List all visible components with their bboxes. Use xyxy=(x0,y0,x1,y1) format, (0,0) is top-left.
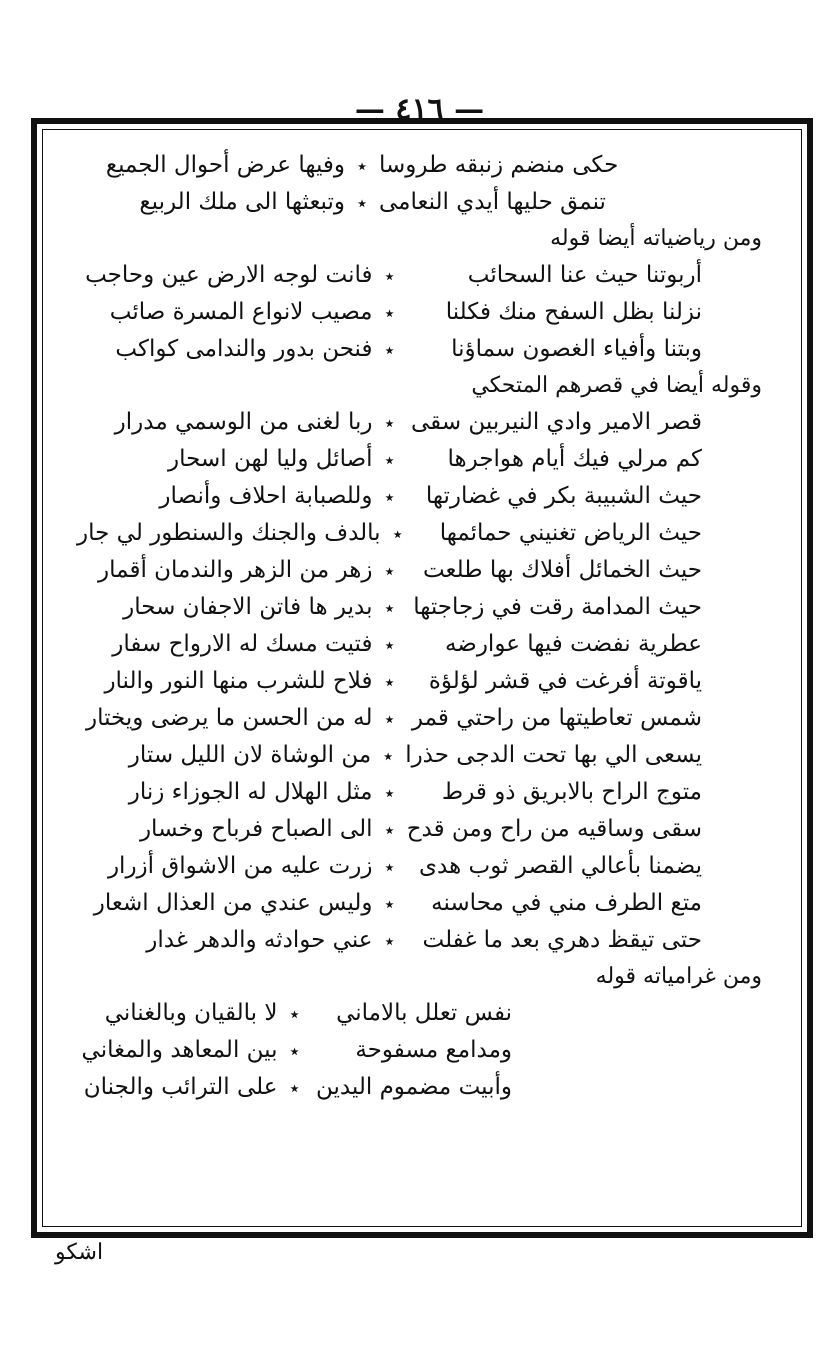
hemistich-2: فلاح للشرب منها النور والنار xyxy=(104,668,373,694)
star-separator: ٭ xyxy=(357,156,367,177)
section-heading: ومن غرامياته قوله xyxy=(595,964,762,989)
hemistich-2: عني حوادثه والدهر غدار xyxy=(146,927,373,953)
text-block xyxy=(77,152,762,1111)
star-separator: ٭ xyxy=(384,709,395,730)
hemistich-2: فتيت مسك له الارواح سفار xyxy=(112,631,373,657)
hemistich-2: من الوشاة لان الليل ستار xyxy=(128,742,372,768)
verse-line xyxy=(77,705,762,742)
hemistich-2: الى الصباح فرباح وخسار xyxy=(139,816,373,842)
star-separator: ٭ xyxy=(384,303,395,324)
star-separator: ٭ xyxy=(384,598,395,619)
hemistich-2: زرت عليه من الاشواق أزرار xyxy=(107,853,373,879)
star-separator: ٭ xyxy=(392,524,403,545)
star-separator: ٭ xyxy=(289,1004,300,1025)
hemistich-2: وفيها عرض أحوال الجميع xyxy=(105,152,345,178)
hemistich-1: وأبيت مضموم اليدين xyxy=(315,1074,512,1100)
star-separator: ٭ xyxy=(384,857,395,878)
hemistich-1: قصر الامير وادي النيربين سقى xyxy=(411,409,702,435)
hemistich-1: نزلنا بظل السفح منك فكلنا xyxy=(445,299,702,325)
hemistich-1: يسعى الي بها تحت الدجى حذرا xyxy=(405,742,702,768)
star-separator: ٭ xyxy=(357,193,367,214)
hemistich-1: تنمق حليها أيدي النعامى xyxy=(379,189,606,215)
verse-line xyxy=(77,299,762,336)
hemistich-2: وليس عندي من العذال اشعار xyxy=(93,890,373,916)
hemistich-2: أصائل وليا لهن اسحار xyxy=(168,446,373,472)
verse-line xyxy=(77,631,762,668)
hemistich-1: متع الطرف مني في محاسنه xyxy=(431,890,702,916)
hemistich-2: بين المعاهد والمغاني xyxy=(81,1037,278,1063)
hemistich-1: نفس تعلل بالاماني xyxy=(336,1000,512,1026)
page-frame xyxy=(31,118,813,1238)
hemistich-1: عطرية نفضت فيها عوارضه xyxy=(444,631,702,657)
hemistich-1: سقى وساقيه من راح ومن قدح xyxy=(406,816,702,842)
hemistich-1: كم مرلي فيك أيام هواجرها xyxy=(447,446,702,472)
verse-line xyxy=(77,816,762,853)
star-separator: ٭ xyxy=(384,450,395,471)
hemistich-1: أربوتنا حيث عنا السحائب xyxy=(467,262,702,288)
verse-line xyxy=(77,483,762,520)
hemistich-2: على الترائب والجنان xyxy=(83,1074,278,1100)
star-separator: ٭ xyxy=(384,931,395,952)
hemistich-2: مثل الهلال له الجوزاء زنار xyxy=(128,779,373,805)
hemistich-1: حيث الرياض تغنيني حمائمها xyxy=(439,520,702,546)
verse-line xyxy=(77,594,762,631)
hemistich-1: ياقوتة أفرغت في قشر لؤلؤة xyxy=(428,668,702,694)
star-separator: ٭ xyxy=(384,487,395,508)
star-separator: ٭ xyxy=(289,1041,300,1062)
verse-line xyxy=(77,262,762,299)
hemistich-1: حيث المدامة رقت في زجاجتها xyxy=(413,594,702,620)
verse-line xyxy=(77,152,647,189)
poem-group-a xyxy=(77,152,762,226)
hemistich-1: شمس تعاطيتها من راحتي قمر xyxy=(411,705,702,731)
section-heading: وقوله أيضا في قصرهم المتحكي xyxy=(471,373,762,398)
star-separator: ٭ xyxy=(384,783,395,804)
hemistich-1: حيث الخمائل أفلاك بها طلعت xyxy=(422,557,702,583)
verse-line xyxy=(77,1000,512,1037)
star-separator: ٭ xyxy=(384,635,395,656)
page-number: — ٤١٦ — xyxy=(354,92,485,127)
hemistich-2: بدير ها فاتن الاجفان سحار xyxy=(123,594,373,620)
poem-group-c xyxy=(77,409,762,964)
hemistich-2: وللصبابة احلاف وأنصار xyxy=(159,483,373,509)
verse-line xyxy=(77,557,762,594)
section-heading: ومن رياضياته أيضا قوله xyxy=(550,226,762,251)
hemistich-1: حيث الشبيبة بكر في غضارتها xyxy=(425,483,702,509)
verse-line xyxy=(77,446,762,483)
hemistich-2: مصيب لانواع المسرة صائب xyxy=(109,299,373,325)
hemistich-1: حكى منضم زنبقه طروسا xyxy=(379,152,619,178)
poem-group-b xyxy=(77,262,762,373)
verse-line xyxy=(77,927,762,964)
star-separator: ٭ xyxy=(289,1078,300,1099)
verse-line xyxy=(77,668,762,705)
hemistich-1: حتى تيقظ دهري بعد ما غفلت xyxy=(422,927,702,953)
star-separator: ٭ xyxy=(384,561,395,582)
hemistich-1: وبتنا وأفياء الغصون سماؤنا xyxy=(451,336,702,362)
hemistich-1: يضمنا بأعالي القصر ثوب هدى xyxy=(419,853,702,879)
verse-line xyxy=(77,520,762,557)
verse-line xyxy=(77,1074,512,1111)
hemistich-2: ربا لغنى من الوسمي مدرار xyxy=(114,409,373,435)
verse-line xyxy=(77,890,762,927)
verse-line xyxy=(77,853,762,890)
hemistich-2: زهر من الزهر والندمان أقمار xyxy=(98,557,373,583)
star-separator: ٭ xyxy=(384,894,395,915)
hemistich-1: ومدامع مسفوحة xyxy=(355,1037,512,1063)
star-separator: ٭ xyxy=(384,820,395,841)
hemistich-2: فنحن بدور والندامى كواكب xyxy=(115,336,373,362)
catchword: اشكو xyxy=(55,1240,104,1265)
poem-group-e xyxy=(77,1000,762,1111)
star-separator: ٭ xyxy=(384,413,395,434)
hemistich-2: بالدف والجنك والسنطور لي جار xyxy=(77,520,381,546)
star-separator: ٭ xyxy=(384,266,395,287)
verse-line xyxy=(77,779,762,816)
star-separator: ٭ xyxy=(384,340,395,361)
hemistich-2: لا بالقيان وبالغناني xyxy=(104,1000,278,1026)
star-separator: ٭ xyxy=(384,672,395,693)
hemistich-2: له من الحسن ما يرضى ويختار xyxy=(85,705,373,731)
verse-line xyxy=(77,1037,512,1074)
verse-line xyxy=(77,409,762,446)
hemistich-2: وتبعثها الى ملك الربيع xyxy=(139,189,345,215)
hemistich-2: فانت لوجه الارض عين وحاجب xyxy=(85,262,373,288)
star-separator: ٭ xyxy=(383,746,394,767)
verse-line xyxy=(77,189,647,226)
verse-line xyxy=(77,336,762,373)
verse-line xyxy=(77,742,762,779)
hemistich-1: متوج الراح بالابريق ذو قرط xyxy=(441,779,702,805)
